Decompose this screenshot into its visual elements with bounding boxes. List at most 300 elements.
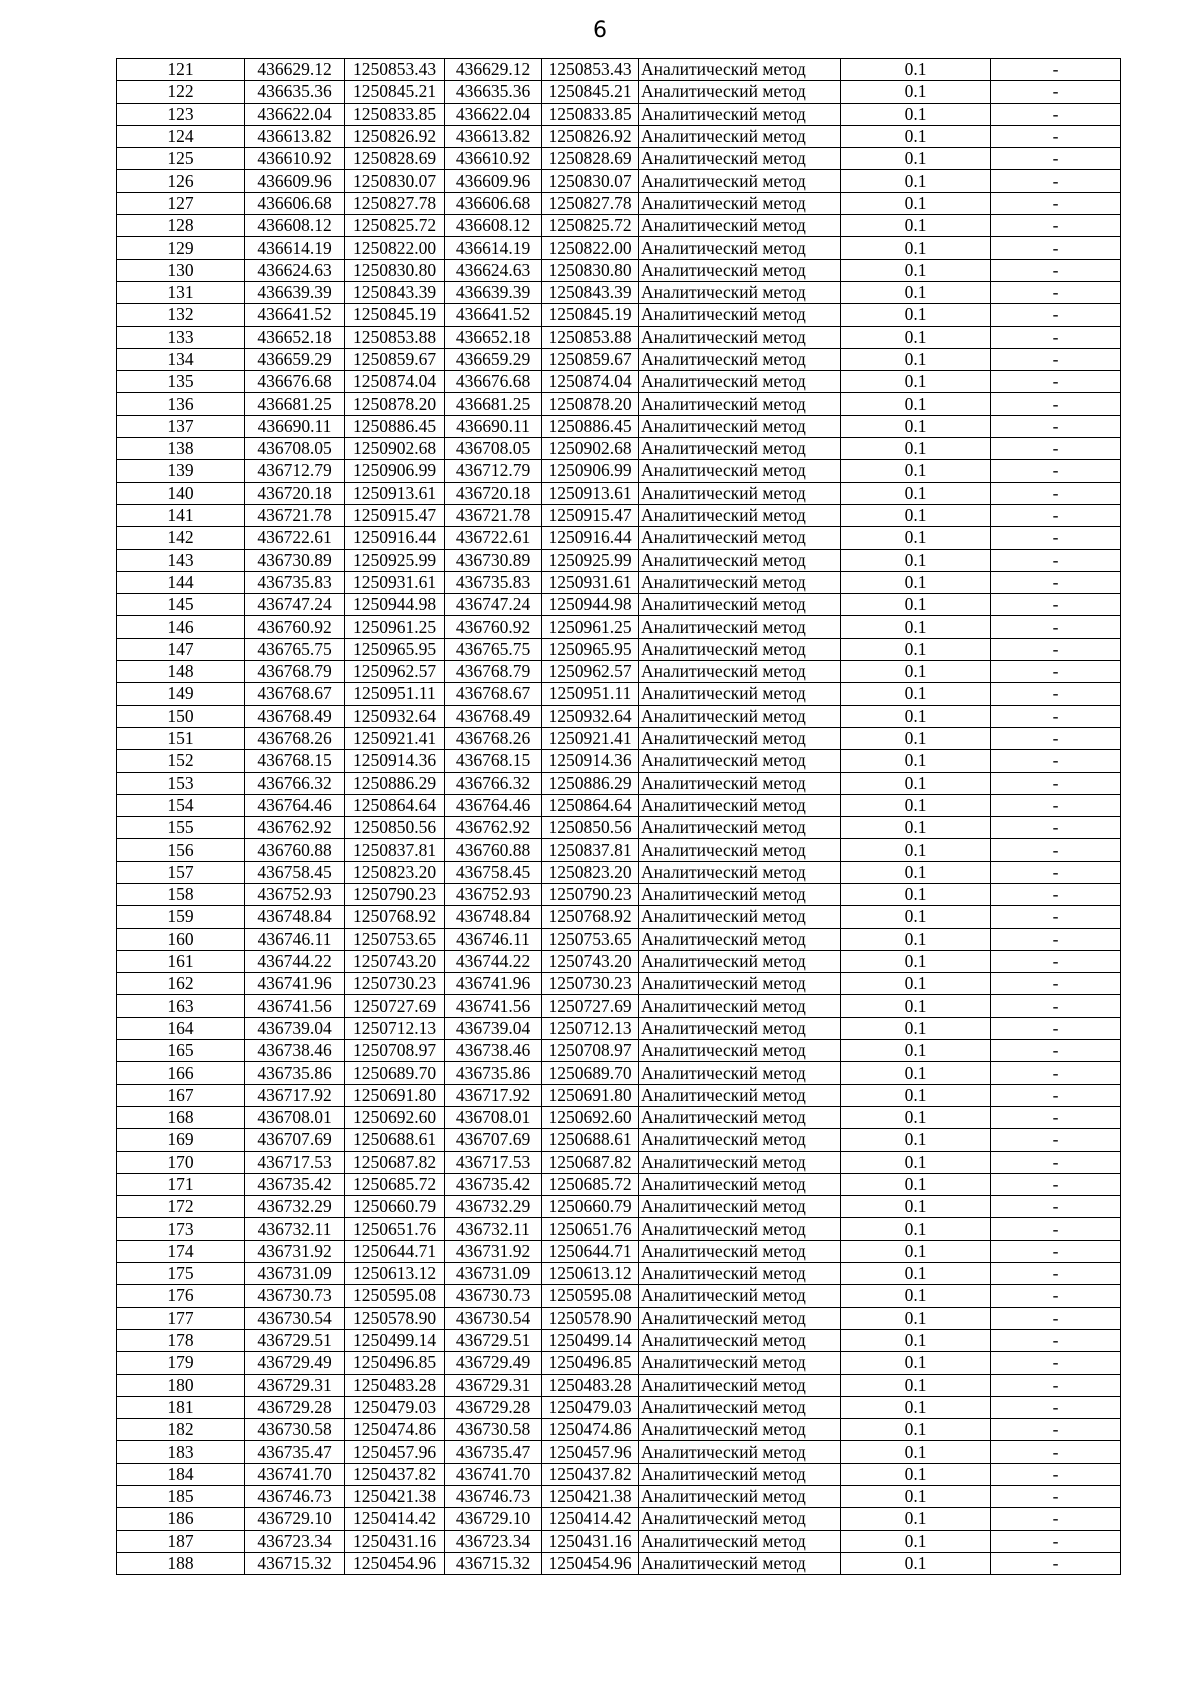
cell-x-coordinate: 436641.52 — [245, 304, 345, 326]
cell-accuracy: 0.1 — [841, 215, 991, 237]
cell-x-coordinate: 436614.19 — [245, 237, 345, 259]
cell-determination-method: Аналитический метод — [639, 125, 841, 147]
cell-note: - — [991, 371, 1121, 393]
cell-y-coordinate-new: 1250595.08 — [542, 1285, 639, 1307]
cell-point-number: 124 — [117, 125, 245, 147]
cell-x-coordinate-new: 436730.89 — [445, 549, 542, 571]
cell-point-number: 131 — [117, 281, 245, 303]
cell-y-coordinate-new: 1250660.79 — [542, 1196, 639, 1218]
table-row — [117, 705, 1121, 727]
cell-determination-method: Аналитический метод — [639, 1263, 841, 1285]
cell-y-coordinate: 1250474.86 — [345, 1419, 445, 1441]
cell-point-number: 168 — [117, 1106, 245, 1128]
cell-note: - — [991, 460, 1121, 482]
table-row — [117, 125, 1121, 147]
cell-x-coordinate: 436613.82 — [245, 125, 345, 147]
cell-point-number: 165 — [117, 1040, 245, 1062]
table-row — [117, 1508, 1121, 1530]
cell-x-coordinate-new: 436768.79 — [445, 661, 542, 683]
table-row — [117, 460, 1121, 482]
cell-y-coordinate-new: 1250727.69 — [542, 995, 639, 1017]
cell-accuracy: 0.1 — [841, 1352, 991, 1374]
cell-x-coordinate-new: 436729.28 — [445, 1396, 542, 1418]
cell-y-coordinate-new: 1250837.81 — [542, 839, 639, 861]
cell-determination-method: Аналитический метод — [639, 594, 841, 616]
cell-determination-method: Аналитический метод — [639, 59, 841, 81]
cell-note: - — [991, 1129, 1121, 1151]
table-row — [117, 504, 1121, 526]
cell-x-coordinate: 436730.54 — [245, 1307, 345, 1329]
cell-x-coordinate-new: 436717.53 — [445, 1151, 542, 1173]
cell-y-coordinate-new: 1250688.61 — [542, 1129, 639, 1151]
cell-y-coordinate-new: 1250932.64 — [542, 705, 639, 727]
cell-point-number: 144 — [117, 571, 245, 593]
cell-point-number: 128 — [117, 215, 245, 237]
cell-point-number: 123 — [117, 103, 245, 125]
cell-y-coordinate-new: 1250768.92 — [542, 906, 639, 928]
cell-note: - — [991, 1151, 1121, 1173]
cell-point-number: 174 — [117, 1240, 245, 1262]
cell-x-coordinate: 436735.42 — [245, 1173, 345, 1195]
cell-point-number: 187 — [117, 1530, 245, 1552]
cell-x-coordinate: 436768.15 — [245, 750, 345, 772]
cell-point-number: 141 — [117, 504, 245, 526]
cell-accuracy: 0.1 — [841, 170, 991, 192]
cell-x-coordinate-new: 436746.73 — [445, 1486, 542, 1508]
cell-determination-method: Аналитический метод — [639, 1486, 841, 1508]
cell-accuracy: 0.1 — [841, 1307, 991, 1329]
table-row — [117, 928, 1121, 950]
cell-point-number: 156 — [117, 839, 245, 861]
cell-point-number: 129 — [117, 237, 245, 259]
cell-x-coordinate: 436717.92 — [245, 1084, 345, 1106]
table-row — [117, 259, 1121, 281]
cell-accuracy: 0.1 — [841, 1441, 991, 1463]
cell-note: - — [991, 393, 1121, 415]
cell-x-coordinate-new: 436766.32 — [445, 772, 542, 794]
cell-note: - — [991, 817, 1121, 839]
cell-point-number: 158 — [117, 883, 245, 905]
cell-x-coordinate-new: 436764.46 — [445, 794, 542, 816]
cell-x-coordinate: 436676.68 — [245, 371, 345, 393]
cell-determination-method: Аналитический метод — [639, 415, 841, 437]
cell-point-number: 175 — [117, 1263, 245, 1285]
cell-accuracy: 0.1 — [841, 125, 991, 147]
cell-determination-method: Аналитический метод — [639, 906, 841, 928]
cell-determination-method: Аналитический метод — [639, 281, 841, 303]
cell-point-number: 162 — [117, 973, 245, 995]
cell-x-coordinate: 436735.47 — [245, 1441, 345, 1463]
cell-y-coordinate: 1250727.69 — [345, 995, 445, 1017]
cell-x-coordinate: 436606.68 — [245, 192, 345, 214]
cell-x-coordinate-new: 436610.92 — [445, 148, 542, 170]
cell-point-number: 167 — [117, 1084, 245, 1106]
table-row — [117, 527, 1121, 549]
cell-accuracy: 0.1 — [841, 103, 991, 125]
cell-y-coordinate: 1250743.20 — [345, 950, 445, 972]
cell-x-coordinate-new: 436715.32 — [445, 1552, 542, 1574]
cell-accuracy: 0.1 — [841, 1062, 991, 1084]
cell-x-coordinate: 436608.12 — [245, 215, 345, 237]
cell-note: - — [991, 705, 1121, 727]
cell-y-coordinate-new: 1250454.96 — [542, 1552, 639, 1574]
cell-accuracy: 0.1 — [841, 1084, 991, 1106]
cell-x-coordinate-new: 436622.04 — [445, 103, 542, 125]
cell-x-coordinate-new: 436730.54 — [445, 1307, 542, 1329]
cell-y-coordinate: 1250874.04 — [345, 371, 445, 393]
cell-y-coordinate-new: 1250962.57 — [542, 661, 639, 683]
cell-note: - — [991, 304, 1121, 326]
cell-note: - — [991, 1285, 1121, 1307]
cell-note: - — [991, 594, 1121, 616]
cell-y-coordinate-new: 1250437.82 — [542, 1463, 639, 1485]
cell-determination-method: Аналитический метод — [639, 1106, 841, 1128]
cell-accuracy: 0.1 — [841, 1285, 991, 1307]
cell-determination-method: Аналитический метод — [639, 950, 841, 972]
coordinates-table — [116, 58, 1121, 1575]
cell-y-coordinate-new: 1250826.92 — [542, 125, 639, 147]
table-row — [117, 59, 1121, 81]
cell-accuracy: 0.1 — [841, 1396, 991, 1418]
cell-determination-method: Аналитический метод — [639, 772, 841, 794]
cell-accuracy: 0.1 — [841, 1374, 991, 1396]
cell-y-coordinate-new: 1250828.69 — [542, 148, 639, 170]
cell-x-coordinate-new: 436739.04 — [445, 1017, 542, 1039]
table-row — [117, 1530, 1121, 1552]
cell-x-coordinate-new: 436768.49 — [445, 705, 542, 727]
cell-point-number: 150 — [117, 705, 245, 727]
cell-y-coordinate: 1250499.14 — [345, 1329, 445, 1351]
cell-determination-method: Аналитический метод — [639, 1040, 841, 1062]
cell-x-coordinate-new: 436614.19 — [445, 237, 542, 259]
cell-x-coordinate: 436768.26 — [245, 727, 345, 749]
cell-note: - — [991, 482, 1121, 504]
cell-note: - — [991, 1040, 1121, 1062]
cell-y-coordinate-new: 1250859.67 — [542, 348, 639, 370]
table-row — [117, 81, 1121, 103]
cell-determination-method: Аналитический метод — [639, 1129, 841, 1151]
cell-accuracy: 0.1 — [841, 950, 991, 972]
cell-point-number: 179 — [117, 1352, 245, 1374]
cell-y-coordinate-new: 1250906.99 — [542, 460, 639, 482]
cell-y-coordinate-new: 1250845.19 — [542, 304, 639, 326]
cell-determination-method: Аналитический метод — [639, 1441, 841, 1463]
cell-y-coordinate-new: 1250944.98 — [542, 594, 639, 616]
cell-determination-method: Аналитический метод — [639, 1329, 841, 1351]
cell-x-coordinate-new: 436681.25 — [445, 393, 542, 415]
cell-point-number: 125 — [117, 148, 245, 170]
cell-determination-method: Аналитический метод — [639, 348, 841, 370]
cell-accuracy: 0.1 — [841, 906, 991, 928]
cell-x-coordinate: 436720.18 — [245, 482, 345, 504]
cell-y-coordinate-new: 1250833.85 — [542, 103, 639, 125]
cell-determination-method: Аналитический метод — [639, 1017, 841, 1039]
cell-y-coordinate-new: 1250830.07 — [542, 170, 639, 192]
cell-x-coordinate-new: 436606.68 — [445, 192, 542, 214]
cell-note: - — [991, 148, 1121, 170]
cell-point-number: 159 — [117, 906, 245, 928]
table-row — [117, 1084, 1121, 1106]
cell-determination-method: Аналитический метод — [639, 839, 841, 861]
cell-x-coordinate-new: 436738.46 — [445, 1040, 542, 1062]
cell-y-coordinate: 1250421.38 — [345, 1486, 445, 1508]
cell-y-coordinate: 1250902.68 — [345, 438, 445, 460]
cell-y-coordinate: 1250916.44 — [345, 527, 445, 549]
cell-x-coordinate-new: 436624.63 — [445, 259, 542, 281]
cell-y-coordinate-new: 1250878.20 — [542, 393, 639, 415]
cell-note: - — [991, 549, 1121, 571]
cell-accuracy: 0.1 — [841, 616, 991, 638]
cell-note: - — [991, 259, 1121, 281]
cell-point-number: 121 — [117, 59, 245, 81]
cell-note: - — [991, 1173, 1121, 1195]
cell-point-number: 170 — [117, 1151, 245, 1173]
cell-y-coordinate-new: 1250850.56 — [542, 817, 639, 839]
cell-determination-method: Аналитический метод — [639, 192, 841, 214]
cell-x-coordinate-new: 436652.18 — [445, 326, 542, 348]
cell-determination-method: Аналитический метод — [639, 1396, 841, 1418]
cell-y-coordinate-new: 1250853.43 — [542, 59, 639, 81]
cell-y-coordinate: 1250837.81 — [345, 839, 445, 861]
cell-y-coordinate: 1250644.71 — [345, 1240, 445, 1262]
table-row — [117, 861, 1121, 883]
table-row — [117, 304, 1121, 326]
cell-note: - — [991, 1352, 1121, 1374]
cell-determination-method: Аналитический метод — [639, 883, 841, 905]
page-number: 6 — [593, 18, 607, 43]
cell-x-coordinate: 436766.32 — [245, 772, 345, 794]
cell-y-coordinate-new: 1250902.68 — [542, 438, 639, 460]
cell-note: - — [991, 1084, 1121, 1106]
cell-x-coordinate: 436731.92 — [245, 1240, 345, 1262]
cell-x-coordinate: 436708.01 — [245, 1106, 345, 1128]
cell-note: - — [991, 638, 1121, 660]
cell-x-coordinate: 436624.63 — [245, 259, 345, 281]
cell-y-coordinate-new: 1250790.23 — [542, 883, 639, 905]
cell-accuracy: 0.1 — [841, 661, 991, 683]
cell-note: - — [991, 237, 1121, 259]
table-row — [117, 192, 1121, 214]
cell-accuracy: 0.1 — [841, 817, 991, 839]
cell-x-coordinate: 436746.11 — [245, 928, 345, 950]
cell-y-coordinate: 1250915.47 — [345, 504, 445, 526]
cell-x-coordinate-new: 436635.36 — [445, 81, 542, 103]
cell-note: - — [991, 883, 1121, 905]
cell-y-coordinate-new: 1250825.72 — [542, 215, 639, 237]
cell-determination-method: Аналитический метод — [639, 861, 841, 883]
cell-note: - — [991, 281, 1121, 303]
cell-accuracy: 0.1 — [841, 727, 991, 749]
cell-y-coordinate: 1250578.90 — [345, 1307, 445, 1329]
cell-y-coordinate-new: 1250651.76 — [542, 1218, 639, 1240]
cell-note: - — [991, 1486, 1121, 1508]
cell-determination-method: Аналитический метод — [639, 794, 841, 816]
cell-x-coordinate-new: 436746.11 — [445, 928, 542, 950]
table-row — [117, 415, 1121, 437]
cell-point-number: 181 — [117, 1396, 245, 1418]
cell-x-coordinate: 436681.25 — [245, 393, 345, 415]
cell-y-coordinate-new: 1250951.11 — [542, 683, 639, 705]
cell-accuracy: 0.1 — [841, 928, 991, 950]
cell-y-coordinate: 1250961.25 — [345, 616, 445, 638]
cell-note: - — [991, 661, 1121, 683]
cell-point-number: 153 — [117, 772, 245, 794]
cell-y-coordinate-new: 1250578.90 — [542, 1307, 639, 1329]
cell-accuracy: 0.1 — [841, 549, 991, 571]
cell-point-number: 151 — [117, 727, 245, 749]
cell-point-number: 148 — [117, 661, 245, 683]
cell-note: - — [991, 1062, 1121, 1084]
cell-y-coordinate-new: 1250708.97 — [542, 1040, 639, 1062]
cell-y-coordinate-new: 1250499.14 — [542, 1329, 639, 1351]
table-row — [117, 1374, 1121, 1396]
cell-x-coordinate: 436717.53 — [245, 1151, 345, 1173]
cell-x-coordinate-new: 436735.42 — [445, 1173, 542, 1195]
cell-point-number: 183 — [117, 1441, 245, 1463]
cell-point-number: 166 — [117, 1062, 245, 1084]
cell-x-coordinate-new: 436741.96 — [445, 973, 542, 995]
table-row — [117, 1129, 1121, 1151]
cell-note: - — [991, 1240, 1121, 1262]
cell-x-coordinate: 436610.92 — [245, 148, 345, 170]
cell-accuracy: 0.1 — [841, 259, 991, 281]
table-row — [117, 1463, 1121, 1485]
cell-x-coordinate-new: 436735.86 — [445, 1062, 542, 1084]
cell-note: - — [991, 59, 1121, 81]
cell-determination-method: Аналитический метод — [639, 705, 841, 727]
cell-x-coordinate-new: 436768.26 — [445, 727, 542, 749]
cell-accuracy: 0.1 — [841, 1508, 991, 1530]
cell-point-number: 143 — [117, 549, 245, 571]
cell-x-coordinate: 436747.24 — [245, 594, 345, 616]
cell-x-coordinate: 436609.96 — [245, 170, 345, 192]
cell-determination-method: Аналитический метод — [639, 438, 841, 460]
cell-point-number: 184 — [117, 1463, 245, 1485]
cell-accuracy: 0.1 — [841, 1106, 991, 1128]
table-row — [117, 772, 1121, 794]
cell-y-coordinate: 1250828.69 — [345, 148, 445, 170]
cell-y-coordinate: 1250843.39 — [345, 281, 445, 303]
cell-accuracy: 0.1 — [841, 415, 991, 437]
cell-x-coordinate: 436729.28 — [245, 1396, 345, 1418]
cell-y-coordinate-new: 1250864.64 — [542, 794, 639, 816]
cell-x-coordinate-new: 436729.51 — [445, 1329, 542, 1351]
cell-x-coordinate: 436760.92 — [245, 616, 345, 638]
cell-y-coordinate: 1250431.16 — [345, 1530, 445, 1552]
cell-point-number: 164 — [117, 1017, 245, 1039]
cell-accuracy: 0.1 — [841, 1463, 991, 1485]
cell-determination-method: Аналитический метод — [639, 81, 841, 103]
cell-point-number: 133 — [117, 326, 245, 348]
table-row — [117, 371, 1121, 393]
cell-y-coordinate: 1250414.42 — [345, 1508, 445, 1530]
cell-y-coordinate-new: 1250691.80 — [542, 1084, 639, 1106]
cell-y-coordinate: 1250914.36 — [345, 750, 445, 772]
cell-x-coordinate: 436712.79 — [245, 460, 345, 482]
cell-note: - — [991, 616, 1121, 638]
cell-x-coordinate-new: 436765.75 — [445, 638, 542, 660]
table-row — [117, 1552, 1121, 1574]
cell-determination-method: Аналитический метод — [639, 1552, 841, 1574]
cell-x-coordinate-new: 436752.93 — [445, 883, 542, 905]
cell-x-coordinate: 436760.88 — [245, 839, 345, 861]
cell-y-coordinate-new: 1250685.72 — [542, 1173, 639, 1195]
cell-note: - — [991, 1218, 1121, 1240]
cell-determination-method: Аналитический метод — [639, 1196, 841, 1218]
cell-x-coordinate: 436748.84 — [245, 906, 345, 928]
cell-determination-method: Аналитический метод — [639, 973, 841, 995]
cell-x-coordinate-new: 436747.24 — [445, 594, 542, 616]
cell-x-coordinate: 436768.49 — [245, 705, 345, 727]
cell-note: - — [991, 1419, 1121, 1441]
cell-x-coordinate-new: 436729.49 — [445, 1352, 542, 1374]
cell-y-coordinate-new: 1250743.20 — [542, 950, 639, 972]
cell-accuracy: 0.1 — [841, 527, 991, 549]
cell-note: - — [991, 1374, 1121, 1396]
cell-point-number: 146 — [117, 616, 245, 638]
table-row — [117, 326, 1121, 348]
cell-accuracy: 0.1 — [841, 883, 991, 905]
cell-accuracy: 0.1 — [841, 393, 991, 415]
cell-y-coordinate-new: 1250874.04 — [542, 371, 639, 393]
cell-determination-method: Аналитический метод — [639, 1285, 841, 1307]
cell-x-coordinate: 436652.18 — [245, 326, 345, 348]
cell-accuracy: 0.1 — [841, 326, 991, 348]
cell-note: - — [991, 906, 1121, 928]
cell-y-coordinate-new: 1250886.29 — [542, 772, 639, 794]
cell-determination-method: Аналитический метод — [639, 393, 841, 415]
cell-y-coordinate-new: 1250931.61 — [542, 571, 639, 593]
cell-y-coordinate-new: 1250886.45 — [542, 415, 639, 437]
cell-note: - — [991, 1106, 1121, 1128]
cell-determination-method: Аналитический метод — [639, 170, 841, 192]
cell-x-coordinate-new: 436758.45 — [445, 861, 542, 883]
cell-accuracy: 0.1 — [841, 482, 991, 504]
cell-x-coordinate: 436729.10 — [245, 1508, 345, 1530]
cell-determination-method: Аналитический метод — [639, 616, 841, 638]
cell-point-number: 122 — [117, 81, 245, 103]
cell-x-coordinate: 436741.96 — [245, 973, 345, 995]
cell-y-coordinate: 1250595.08 — [345, 1285, 445, 1307]
cell-note: - — [991, 1463, 1121, 1485]
cell-x-coordinate-new: 436744.22 — [445, 950, 542, 972]
cell-determination-method: Аналитический метод — [639, 259, 841, 281]
cell-y-coordinate: 1250944.98 — [345, 594, 445, 616]
table-row — [117, 750, 1121, 772]
table-row — [117, 727, 1121, 749]
cell-y-coordinate: 1250826.92 — [345, 125, 445, 147]
cell-accuracy: 0.1 — [841, 839, 991, 861]
cell-y-coordinate: 1250712.13 — [345, 1017, 445, 1039]
cell-point-number: 154 — [117, 794, 245, 816]
cell-y-coordinate-new: 1250965.95 — [542, 638, 639, 660]
cell-x-coordinate-new: 436613.82 — [445, 125, 542, 147]
cell-y-coordinate-new: 1250644.71 — [542, 1240, 639, 1262]
table-row — [117, 1307, 1121, 1329]
cell-accuracy: 0.1 — [841, 304, 991, 326]
cell-y-coordinate-new: 1250689.70 — [542, 1062, 639, 1084]
cell-point-number: 163 — [117, 995, 245, 1017]
cell-accuracy: 0.1 — [841, 371, 991, 393]
cell-x-coordinate: 436732.29 — [245, 1196, 345, 1218]
cell-accuracy: 0.1 — [841, 348, 991, 370]
cell-y-coordinate: 1250825.72 — [345, 215, 445, 237]
table-row — [117, 215, 1121, 237]
cell-y-coordinate: 1250845.21 — [345, 81, 445, 103]
cell-determination-method: Аналитический метод — [639, 1062, 841, 1084]
cell-y-coordinate: 1250886.45 — [345, 415, 445, 437]
cell-x-coordinate: 436722.61 — [245, 527, 345, 549]
